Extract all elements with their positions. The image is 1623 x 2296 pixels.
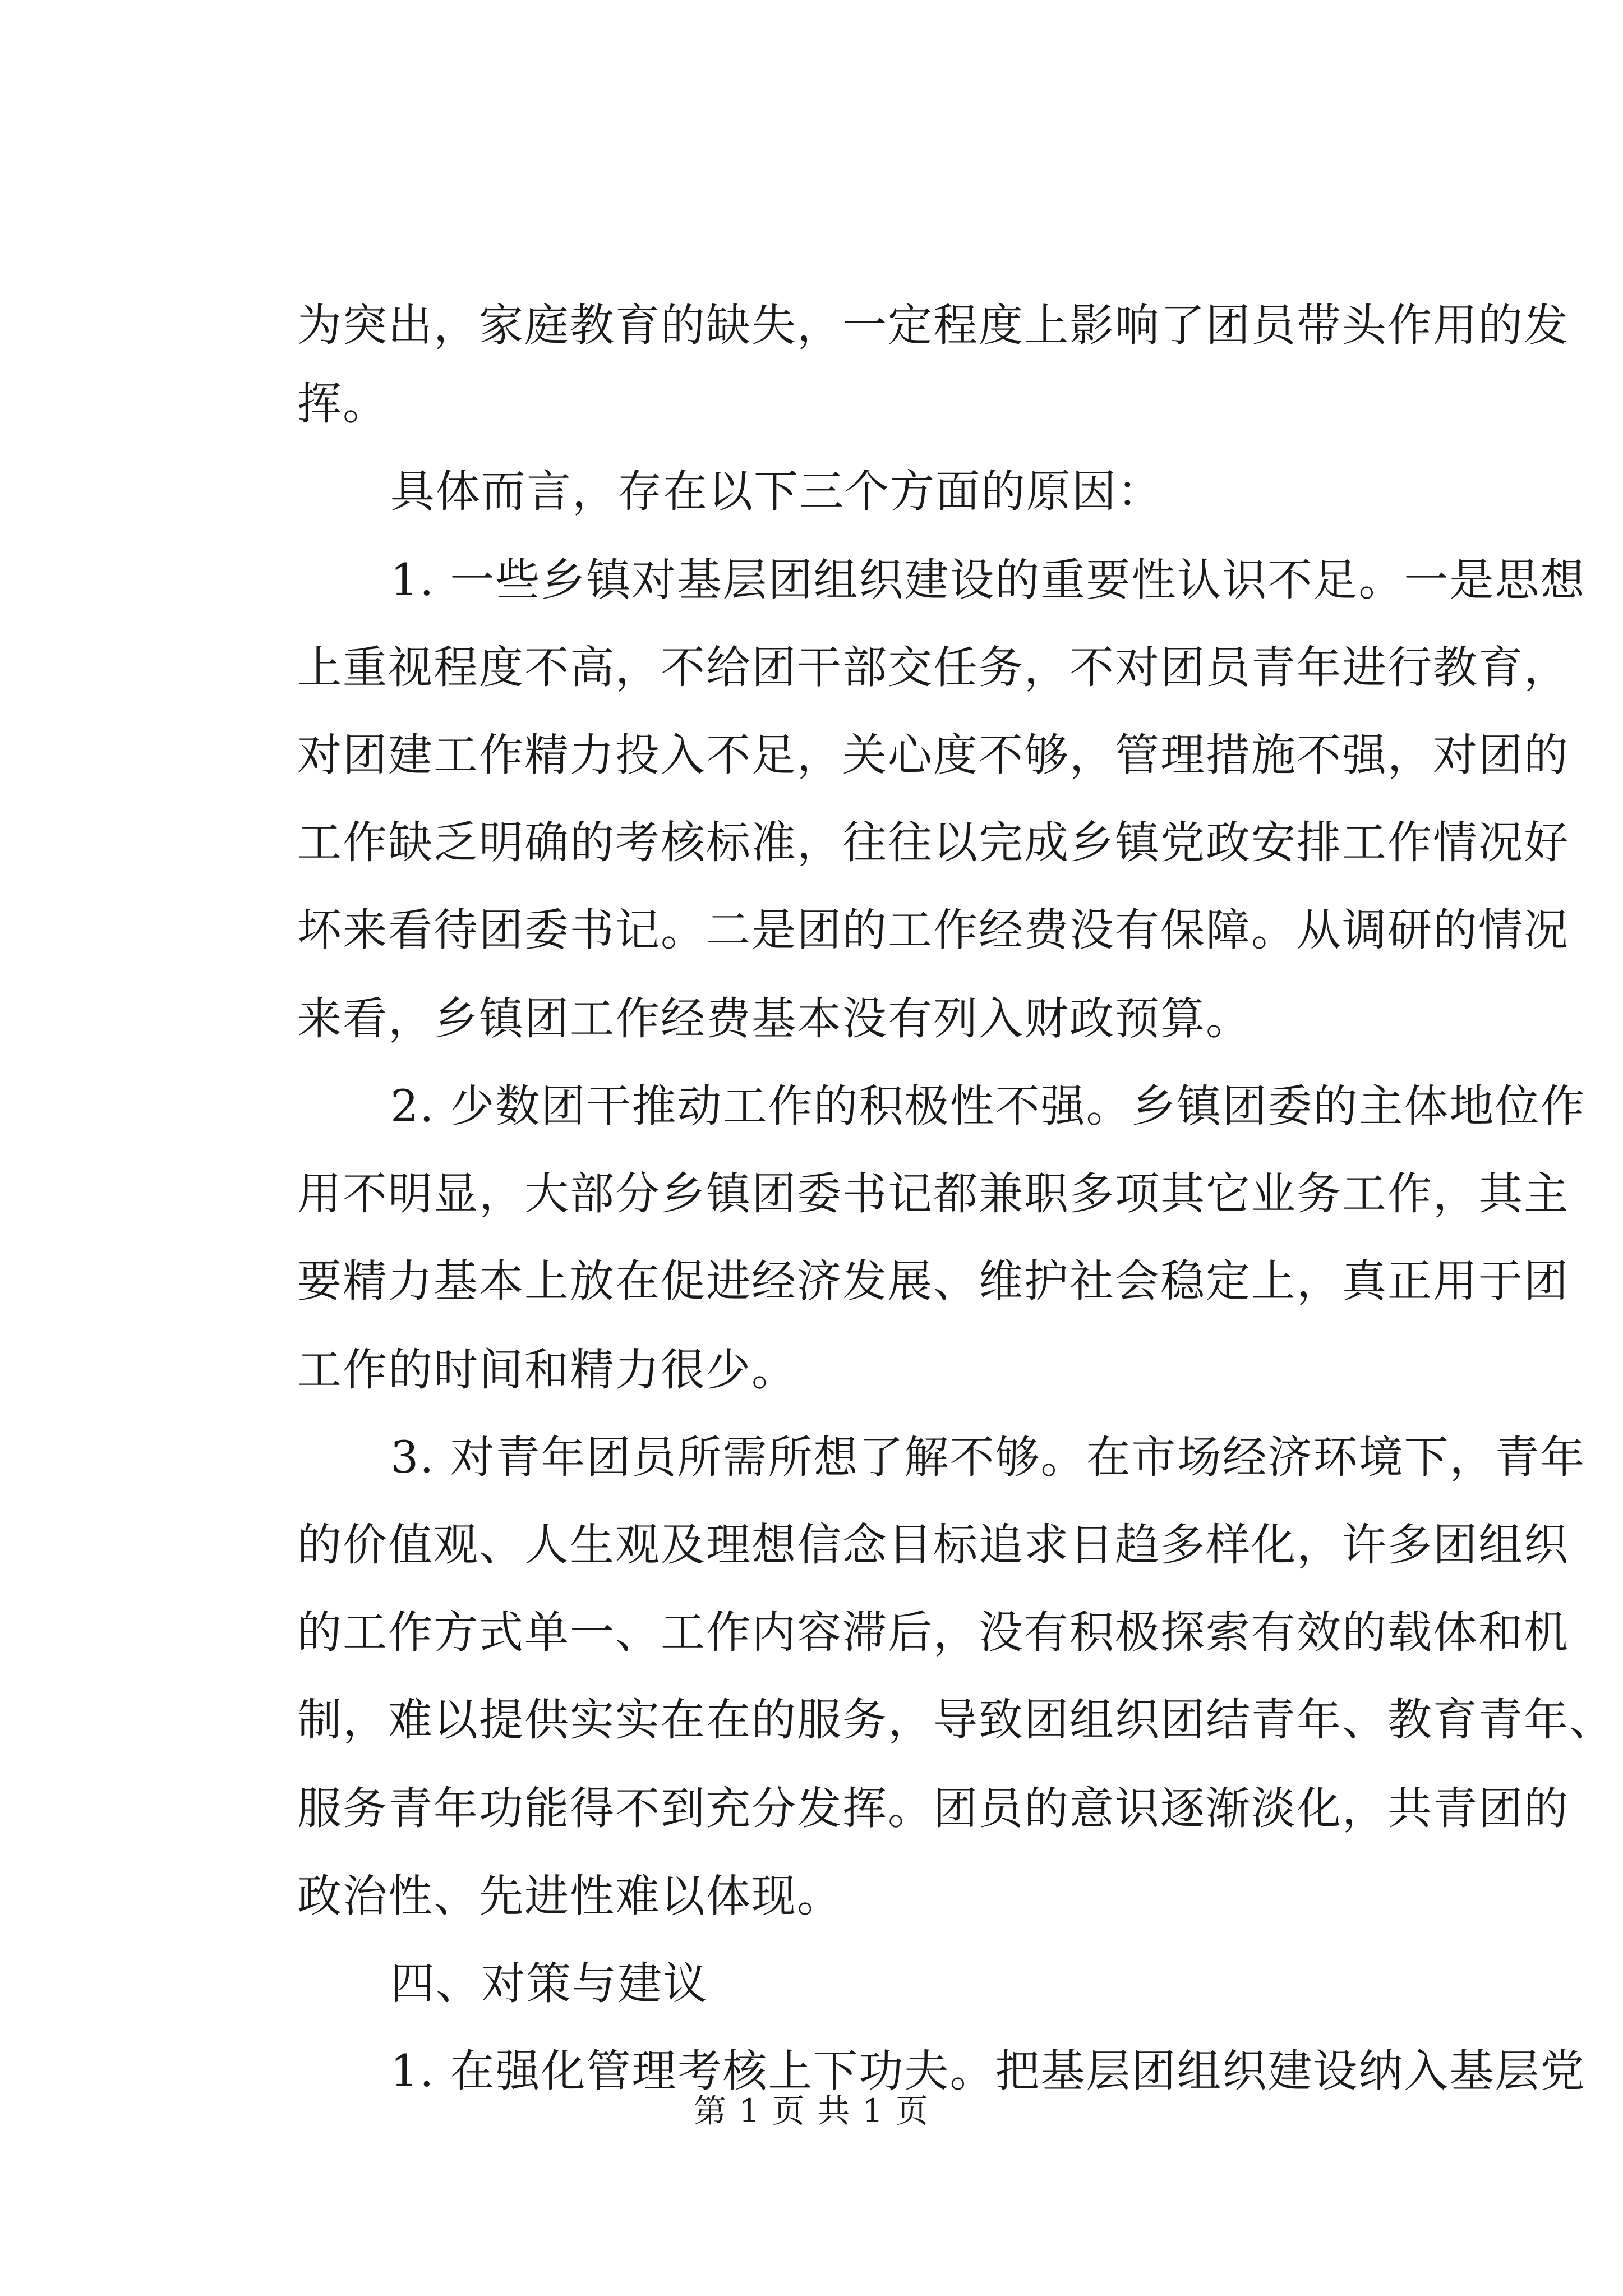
text-line: 挥。 xyxy=(297,378,388,430)
text-line: 用不明显，大部分乡镇团委书记都兼职多项其它业务工作，其主 xyxy=(297,1168,1569,1220)
text-line: 要精力基本上放在促进经济发展、维护社会稳定上，真正用于团 xyxy=(297,1255,1569,1307)
text-line: 具体而言，存在以下三个方面的原因： xyxy=(390,466,1163,517)
text-line: 的工作方式单一、工作内容滞后，没有积极探索有效的载体和机 xyxy=(297,1607,1569,1658)
text-line: 对团建工作精力投入不足，关心度不够，管理措施不强，对团的 xyxy=(297,729,1569,781)
text-line: 工作缺乏明确的考核标准，往往以完成乡镇党政安排工作情况好 xyxy=(297,817,1569,868)
text-line: 3. 对青年团员所需所想了解不够。在市场经济环境下，青年 xyxy=(390,1432,1586,1483)
text-line: 1. 一些乡镇对基层团组织建设的重要性认识不足。一是思想 xyxy=(390,554,1586,606)
text-line: 服务青年功能得不到充分发挥。团员的意识逐渐淡化，共青团的 xyxy=(297,1783,1569,1834)
text-line: 2. 少数团干推动工作的积极性不强。乡镇团委的主体地位作 xyxy=(390,1080,1586,1132)
text-line: 坏来看待团委书记。二是团的工作经费没有保障。从调研的情况 xyxy=(297,904,1569,956)
text-line: 为突出，家庭教育的缺失，一定程度上影响了团员带头作用的发 xyxy=(297,300,1569,351)
text-line: 工作的时间和精力很少。 xyxy=(297,1344,797,1396)
page-footer: 第 1 页 共 1 页 xyxy=(694,2092,929,2130)
section-heading: 四、对策与建议 xyxy=(390,1958,708,2009)
text-line: 政治性、先进性难以体现。 xyxy=(297,1870,842,1922)
text-line: 的价值观、人生观及理想信念目标追求日趋多样化，许多团组织 xyxy=(297,1519,1569,1571)
text-line: 上重视程度不高，不给团干部交任务，不对团员青年进行教育， xyxy=(297,642,1569,693)
text-line: 来看，乡镇团工作经费基本没有列入财政预算。 xyxy=(297,993,1251,1045)
text-line: 制，难以提供实实在在的服务，导致团组织团结青年、教育青年、 xyxy=(297,1694,1615,1746)
text-line: 1. 在强化管理考核上下功夫。把基层团组织建设纳入基层党 xyxy=(390,2045,1586,2097)
